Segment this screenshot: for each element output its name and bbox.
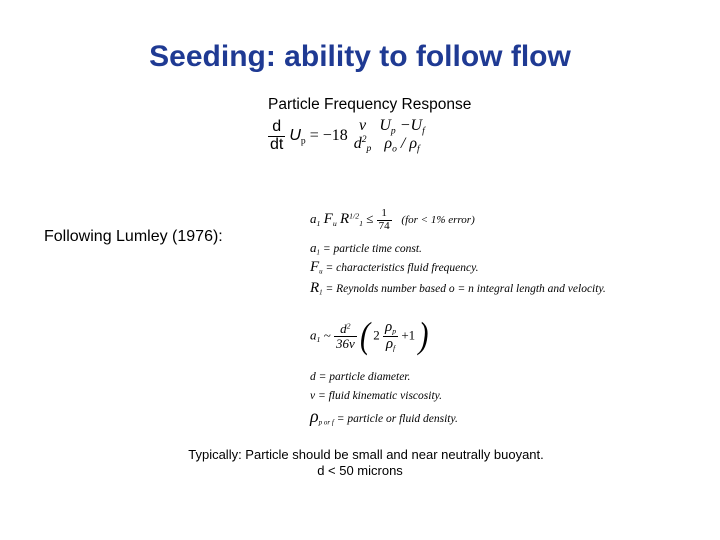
sub-u2: u — [319, 268, 323, 276]
definition-d: d = particle diameter. — [310, 371, 411, 383]
up-symbol: U — [379, 117, 391, 134]
nu-over-dp2 — [352, 118, 374, 154]
sub-1d: 1 — [319, 289, 323, 297]
r-symbol: R — [339, 211, 350, 228]
open-paren: ( — [359, 315, 370, 357]
lumley-condition — [310, 208, 475, 232]
rho-symbol: ρ — [310, 406, 319, 426]
minus-u: −U — [395, 117, 423, 134]
definition-fu-text: = characteristics fluid frequency. — [325, 262, 479, 274]
d2-numerator — [334, 322, 357, 337]
definition-rho-text: = particle or fluid density. — [336, 413, 458, 425]
rho-p-numerator — [383, 320, 398, 337]
definition-a1-text: = particle time const. — [322, 243, 422, 255]
two: 2 — [373, 327, 380, 343]
d2-over-36nu — [334, 322, 357, 350]
denominator-74: 74 — [378, 219, 390, 232]
definition-nu: ν = fluid kinematic viscosity. — [310, 390, 442, 402]
sub-f3: f — [393, 343, 396, 353]
rho-f-denominator — [383, 337, 398, 353]
nu-symbol: ν — [358, 117, 367, 135]
f-symbol: F — [323, 211, 333, 228]
a1-symbol-2: a — [310, 327, 317, 343]
dt-denominator: dt — [270, 135, 284, 153]
velocity-density-fraction — [377, 118, 426, 155]
r-symbol-2: R — [310, 280, 320, 296]
sub-1: 1 — [316, 218, 321, 228]
sup-2: 2 — [361, 134, 367, 146]
particle-frequency-response-heading: Particle Frequency Response — [268, 96, 472, 113]
sub-1e: 1 — [316, 335, 321, 345]
sub-p: p — [300, 135, 306, 147]
f-symbol-2: F — [310, 259, 320, 275]
sub-f: f — [422, 125, 425, 137]
sub-p4: p — [392, 326, 397, 336]
velocity-u: U — [289, 127, 301, 145]
plus-one: +1 — [401, 327, 416, 343]
numerator-1: 1 — [377, 208, 392, 221]
rho-f-2: ρ — [385, 335, 394, 352]
tilde: ~ — [323, 327, 331, 343]
density-ratio — [377, 136, 426, 154]
denominator-36nu: 36ν — [335, 335, 355, 351]
d-symbol: d — [353, 134, 362, 152]
sub-p-or-f: p or f — [318, 418, 334, 427]
definition-rho — [310, 406, 458, 427]
velocity-difference — [377, 118, 426, 136]
typically-note: Typically: Particle should be small and near neutrally buoyant. — [188, 447, 544, 462]
error-note: (for < 1% error) — [401, 214, 475, 227]
rho-ratio — [383, 320, 398, 353]
sub-o: o — [392, 143, 397, 155]
sub-u: u — [332, 218, 337, 228]
particle-response-equation — [268, 118, 427, 155]
dp2-denominator — [352, 135, 374, 154]
time-constant-equation — [310, 315, 429, 357]
d-dt-fraction — [268, 119, 285, 154]
slash: / — [396, 135, 410, 153]
d-numerator: d — [268, 119, 285, 137]
sub-f2: f — [417, 143, 420, 155]
definition-r1 — [310, 280, 606, 297]
rho-o: ρ — [384, 135, 393, 153]
leq-symbol: ≤ — [366, 211, 374, 227]
following-lumley-label: Following Lumley (1976): — [44, 228, 223, 245]
one-over-74 — [377, 208, 392, 232]
definition-r1-text: = Reynolds number based o = n integral length and velocity. — [325, 283, 606, 295]
rho-p: ρ — [384, 319, 393, 335]
sub-1c: 1 — [316, 249, 320, 257]
sup-half: 1/2 — [349, 211, 360, 221]
definition-fu — [310, 259, 478, 276]
close-paren: ) — [418, 315, 429, 357]
sub-1b: 1 — [359, 218, 364, 228]
a1-symbol: a — [310, 240, 317, 255]
a-symbol: a — [310, 211, 317, 227]
slide-title: Seeding: ability to follow flow — [149, 40, 571, 73]
sub-p2: p — [366, 143, 372, 155]
rho-f: ρ — [409, 135, 418, 153]
sub-p3: p — [390, 125, 396, 137]
sup-2b: 2 — [346, 321, 351, 331]
size-note: d < 50 microns — [317, 463, 403, 478]
equals-minus-18: = −18 — [309, 127, 348, 145]
d-sym: d — [340, 321, 347, 337]
definition-a1 — [310, 240, 422, 256]
